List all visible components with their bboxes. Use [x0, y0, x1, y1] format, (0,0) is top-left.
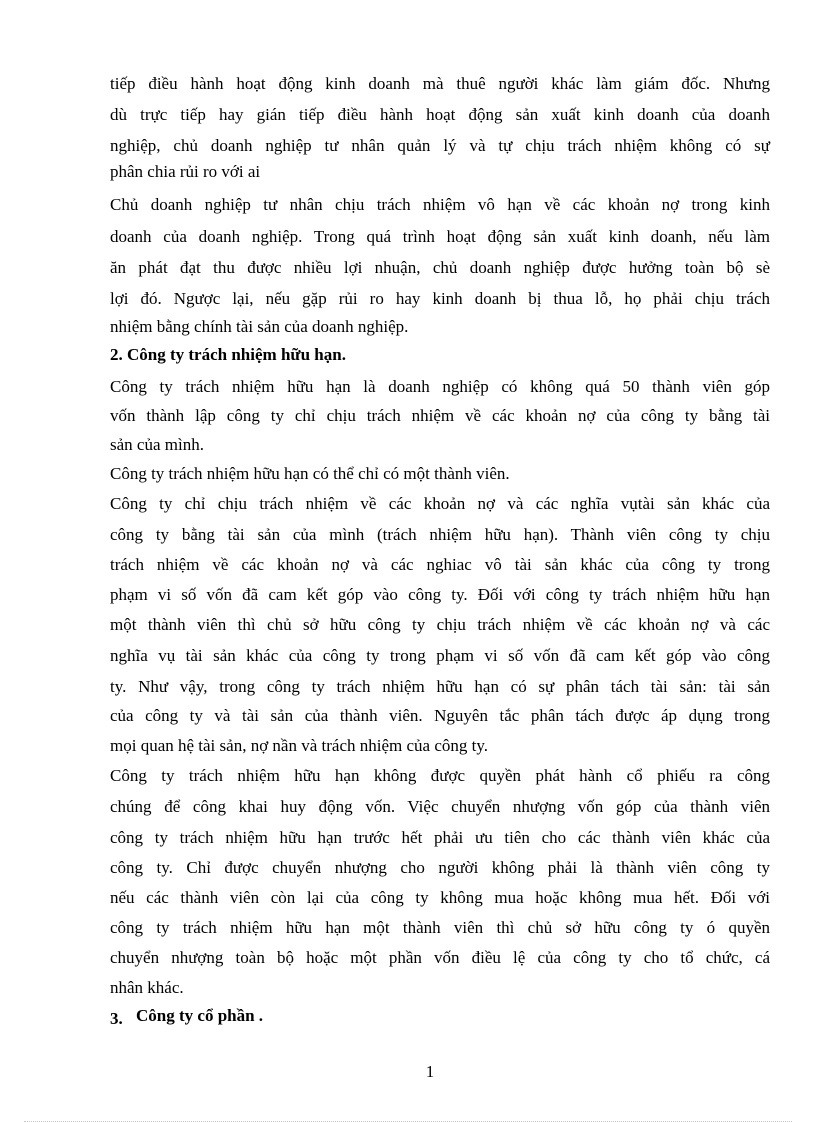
paragraph-line: vốn thành lập công ty chỉ chịu trách nhiệm về các khoản nợ của công ty bằng tài [110, 406, 770, 425]
paragraph-line: tiếp điều hành hoạt động kinh doanh mà thuê người khác làm giám đốc. Nhưng [110, 74, 770, 93]
paragraph-line: công ty trách nhiệm hữu hạn một thành viên thì chủ sở hữu công ty ó quyền [110, 918, 770, 937]
paragraph-line: Công ty chỉ chịu trách nhiệm về các khoản nợ và các nghĩa vụtài sản khác của [110, 494, 770, 513]
paragraph-line: phân chia rủi ro với ai [110, 162, 261, 181]
paragraph-line: nhiệm bằng chính tài sản của doanh nghiệp. [110, 317, 409, 336]
paragraph-line: mọi quan hệ tài sản, nợ nần và trách nhiệm của công ty. [110, 736, 488, 755]
paragraph-line: dù trực tiếp hay gián tiếp điều hành hoạt động sản xuất kinh doanh của doanh [110, 105, 770, 124]
section-heading-3-number: 3. [110, 1009, 123, 1028]
page-bottom-divider [24, 1121, 792, 1122]
paragraph-line: công ty bằng tài sản của mình (trách nhiệm hữu hạn). Thành viên công ty chịu [110, 525, 770, 544]
section-heading-2: 2. Công ty trách nhiệm hữu hạn. [110, 345, 346, 364]
paragraph-line: ty. Như vậy, trong công ty trách nhiệm hữu hạn có sự phân tách tài sản: tài sản [110, 677, 770, 696]
paragraph-line: chúng để công khai huy động vốn. Việc chuyển nhượng vốn góp của thành viên [110, 797, 770, 816]
paragraph-line: ăn phát đạt thu được nhiều lợi nhuận, chủ doanh nghiệp được hưởng toàn bộ sè [110, 258, 770, 277]
paragraph-line: Chủ doanh nghiệp tư nhân chịu trách nhiệm vô hạn về các khoản nợ trong kinh [110, 195, 770, 214]
paragraph-line: nếu các thành viên còn lại của công ty không mua hoặc không mua hết. Đối với [110, 888, 770, 907]
paragraph-line: doanh của doanh nghiệp. Trong quá trình hoạt động sản xuất kinh doanh, nếu làm [110, 227, 770, 246]
paragraph-line: chuyển nhượng toàn bộ hoặc một phần vốn điều lệ của công ty cho tổ chức, cá [110, 948, 770, 967]
paragraph-line: của công ty và tài sản của thành viên. Nguyên tắc phân tách được áp dụng trong [110, 706, 770, 725]
paragraph-line: Công ty trách nhiệm hữu hạn có thể chỉ có một thành viên. [110, 464, 510, 483]
section-heading-3: Công ty cổ phần . [136, 1006, 264, 1025]
paragraph-line: lợi đó. Ngược lại, nếu gặp rủi ro hay kinh doanh bị thua lỗ, họ phải chịu trách [110, 289, 770, 308]
paragraph-line: trách nhiệm về các khoản nợ và các nghiac vô tài sản khác của công ty trong [110, 555, 770, 574]
paragraph-line: sản của mình. [110, 435, 204, 454]
page-number: 1 [425, 1062, 435, 1081]
paragraph-line: Công ty trách nhiệm hữu hạn là doanh nghiệp có không quá 50 thành viên góp [110, 377, 770, 396]
paragraph-line: nhân khác. [110, 978, 184, 997]
paragraph-line: một thành viên thì chủ sở hữu công ty chịu trách nhiệm về các khoản nợ và các [110, 615, 770, 634]
paragraph-line: Công ty trách nhiệm hữu hạn không được quyền phát hành cổ phiếu ra công [110, 766, 770, 785]
paragraph-line: công ty trách nhiệm hữu hạn trước hết phải ưu tiên cho các thành viên khác của [110, 828, 770, 847]
paragraph-line: phạm vi số vốn đã cam kết góp vào công ty. Đối với công ty trách nhiệm hữu hạn [110, 585, 770, 604]
paragraph-line: nghĩa vụ tài sản khác của công ty trong phạm vi số vốn đã cam kết góp vào công [110, 646, 770, 665]
paragraph-line: công ty. Chỉ được chuyển nhượng cho người không phải là thành viên công ty [110, 858, 770, 877]
paragraph-line: nghiệp, chủ doanh nghiệp tư nhân quản lý và tự chịu trách nhiệm không có sự [110, 136, 770, 155]
